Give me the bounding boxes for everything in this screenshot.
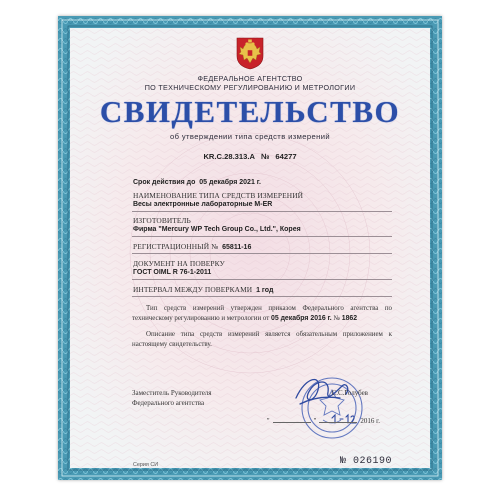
number-prefix: № xyxy=(339,456,347,467)
certificate-frame xyxy=(58,16,442,480)
russian-coat-of-arms-icon xyxy=(235,36,265,70)
signer-name: С.С.Голубев xyxy=(331,389,368,397)
description-text: Описание типа средств измерений является обязательным приложением к настоящему свидетельству. xyxy=(132,331,392,348)
divider xyxy=(132,279,392,280)
certificate-title: СВИДЕТЕЛЬСТВО xyxy=(99,94,401,129)
approval-text: Тип средств измерений утвержден приказом Федерального агентства по техническому регулированию и метрологии от xyxy=(132,305,392,322)
validity-label: Срок действия до xyxy=(133,179,196,186)
verification-doc-label: ДОКУМЕНТ НА ПОВЕРКУ xyxy=(133,259,225,268)
sign-year: 2016 г. xyxy=(360,417,380,425)
reg-no-label: № xyxy=(260,152,270,161)
description-paragraph xyxy=(132,330,392,349)
instrument-name: Весы электронные лабораторные M-ER xyxy=(133,201,273,208)
divider xyxy=(132,253,392,254)
deputy-line2: Федерального агентства xyxy=(132,398,205,407)
certificate-reg-line xyxy=(70,152,430,161)
agency-name-line1: ФЕДЕРАЛЬНОЕ АГЕНТСТВО xyxy=(197,74,303,83)
interval: 1 год xyxy=(256,287,274,294)
instrument-name-label: НАИМЕНОВАНИЕ ТИПА СРЕДСТВ ИЗМЕРЕНИЙ xyxy=(133,191,304,200)
divider xyxy=(132,211,392,212)
series-label: Серия СИ xyxy=(133,462,159,468)
sign-date-quote-open: " xyxy=(266,417,270,425)
manufacturer: Фирма "Mercury WP Tech Group Co., Ltd.", Корея xyxy=(133,226,301,233)
approval-paragraph xyxy=(132,304,392,323)
approval-no: 1862 xyxy=(341,314,358,322)
certificate-reg-no: 64277 xyxy=(275,152,297,161)
sign-date-line xyxy=(267,417,380,425)
divider xyxy=(132,296,392,297)
certificate-reg-code: KR.C.28.313.A xyxy=(203,152,255,161)
deputy-line1: Заместитель Руководителя xyxy=(132,389,212,397)
deputy-title xyxy=(132,389,212,408)
agency-name-line2: ПО ТЕХНИЧЕСКОМУ РЕГУЛИРОВАНИЮ И МЕТРОЛОГИИ xyxy=(144,83,356,92)
approval-date: 05 декабря 2016 г. xyxy=(270,314,332,322)
registration-line xyxy=(133,242,251,252)
certificate-number xyxy=(340,456,392,467)
manufacturer-label: ИЗГОТОВИТЕЛЬ xyxy=(133,216,191,225)
verification-doc: ГОСТ OIML R 76-1-2011 xyxy=(133,269,212,276)
certificate-subtitle: об утверждении типа средств измерений xyxy=(169,132,331,141)
registration-label: РЕГИСТРАЦИОННЫЙ № xyxy=(133,242,219,251)
interval-line xyxy=(133,285,273,295)
interval-label: ИНТЕРВАЛ МЕЖДУ ПОВЕРКАМИ xyxy=(133,285,253,294)
validity-line xyxy=(133,178,261,187)
certificate-paper xyxy=(70,28,430,468)
approval-no-label: № xyxy=(333,314,341,322)
number-value: 026190 xyxy=(352,456,392,467)
validity-date: 05 декабря 2021 г. xyxy=(199,179,261,186)
registration-no: 65811-16 xyxy=(222,244,252,251)
sign-date-quote-close: " xyxy=(313,417,317,425)
official-seal-stamp xyxy=(292,368,368,444)
divider xyxy=(132,236,392,237)
